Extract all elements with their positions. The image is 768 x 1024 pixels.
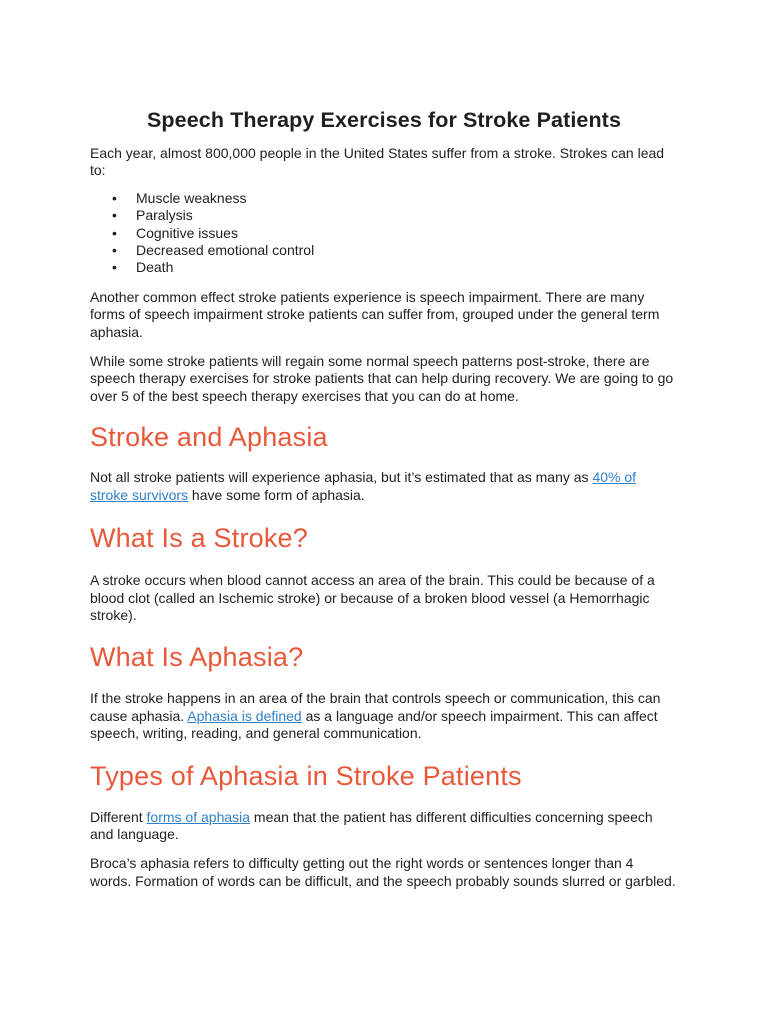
stroke-survivors-link[interactable]: 40% of stroke survivors (90, 469, 637, 503)
list-item: • Muscle weakness (112, 189, 247, 206)
document-title: Speech Therapy Exercises for Stroke Patients (146, 108, 622, 132)
list-item: • Decreased emotional control (112, 242, 315, 259)
aphasia-defined-link[interactable]: Aphasia is defined (187, 707, 302, 724)
bullet-icon: • (112, 259, 117, 276)
forms-of-aphasia-link[interactable]: forms of aphasia (146, 808, 251, 825)
heading-what-is-stroke: What Is a Stroke? (90, 523, 308, 554)
bullet-icon: • (112, 207, 117, 224)
heading-stroke-and-aphasia: Stroke and Aphasia (90, 422, 328, 453)
aphasia-share-paragraph: Not all stroke patients will experience aphasia, but it’s estimated that as many as 40% of stroke survivors have some form of aphasia. (90, 469, 637, 503)
speech-impairment-paragraph: Another common effect stroke patients experience is speech impairment. There are many forms of speech impairment stroke patients can suffer from, grouped under the general term aphasia. (90, 288, 660, 340)
list-item: • Death (112, 259, 174, 276)
broca-aphasia-paragraph: Broca’s aphasia refers to difficulty getting out the right words or sentences longer than 4 words. Formation of words can be difficult, and the speech probably sounds slurred or garbled. (90, 855, 676, 889)
forms-of-aphasia-paragraph: Different forms of aphasia mean that the patient has different difficulties concerning speech and language. (90, 808, 653, 842)
list-item: • Cognitive issues (112, 224, 238, 241)
list-item: • Paralysis (112, 207, 193, 224)
stroke-effects-list (90, 190, 678, 277)
stroke-definition-paragraph: A stroke occurs when blood cannot access an area of the brain. This could be because of a blood clot (called an Ischemic stroke) or because of a broken blood vessel (a Hemorrhagic stroke). (90, 572, 655, 623)
intro-paragraph: Each year, almost 800,000 people in the United States suffer from a stroke. Strokes can lead to: (90, 145, 665, 179)
bullet-icon: • (112, 242, 117, 259)
bullet-icon: • (112, 224, 117, 241)
aphasia-definition-paragraph: If the stroke happens in an area of the brain that controls speech or communication, this can cause aphasia. Aphasia is defined as a language and/or speech impairment. This can affect speech, writing, reading, and general communication. (90, 690, 661, 742)
bullet-icon: • (112, 189, 117, 206)
heading-what-is-aphasia: What Is Aphasia? (90, 642, 304, 673)
heading-types-of-aphasia: Types of Aphasia in Stroke Patients (90, 760, 522, 791)
exercises-paragraph: While some stroke patients will regain some normal speech patterns post-stroke, there are speech therapy exercises for stroke patients that can help during recovery. We are going to go over 5 of the best speech therapy exercises that you can do at home. (90, 353, 674, 404)
